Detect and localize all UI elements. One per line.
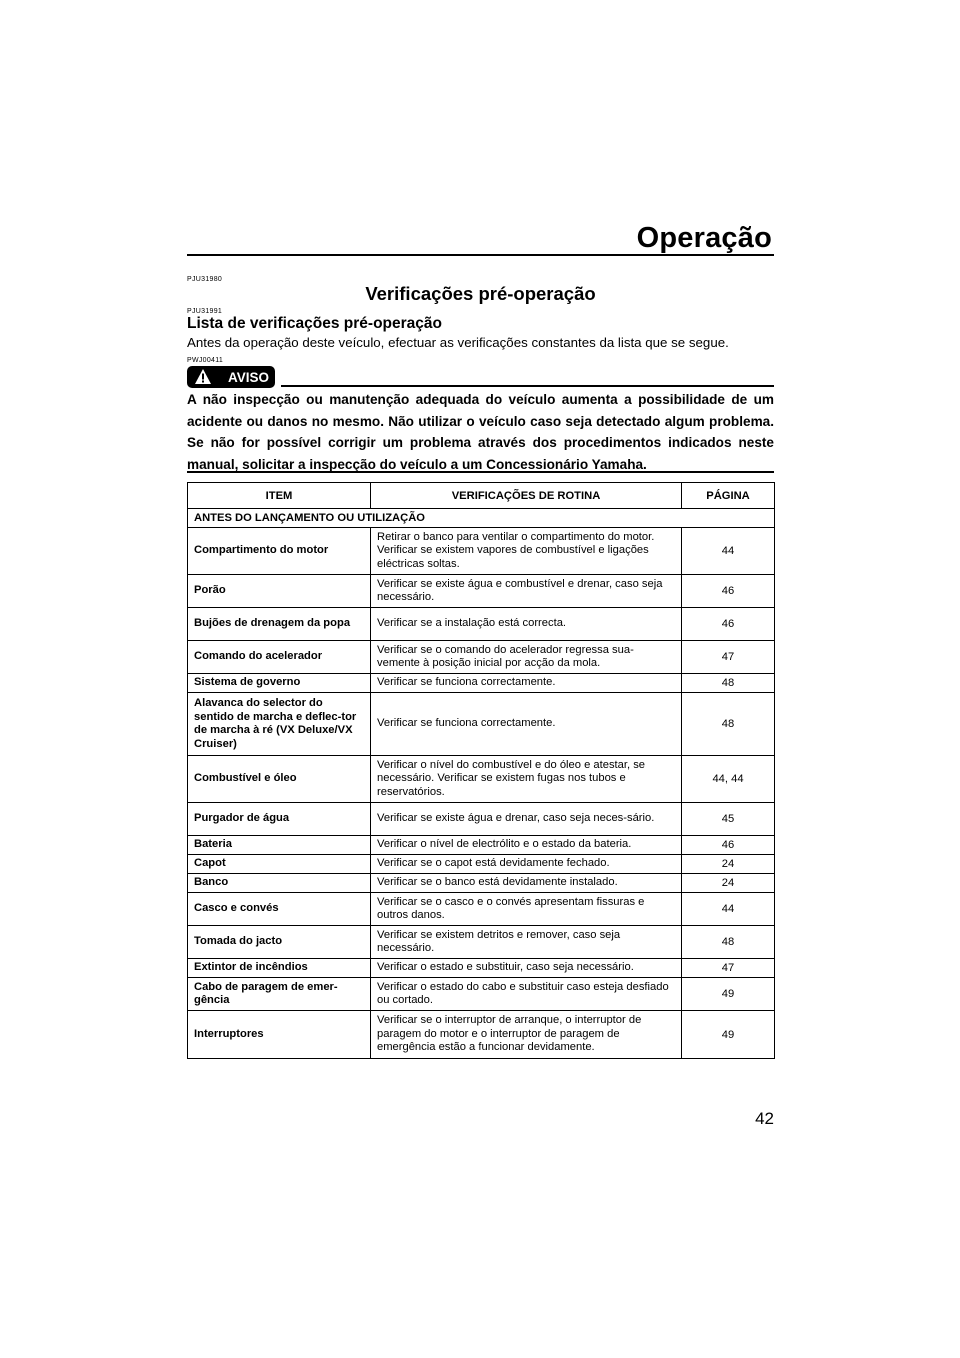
item-cell: Tomada do jacto bbox=[188, 926, 371, 959]
table-row bbox=[188, 803, 775, 836]
item-cell: Alavanca do selector do sentido de marcha e deflec-tor de marcha à ré (VX Deluxe/VX Cruiser) bbox=[188, 693, 371, 756]
pre-operation-checklist-table bbox=[187, 482, 775, 1059]
table-row bbox=[188, 528, 775, 575]
page-cell: 46 bbox=[682, 575, 775, 608]
table-row bbox=[188, 693, 775, 756]
section-title: Verificações pré-operação bbox=[365, 283, 596, 304]
check-cell: Verificar se a instalação está correcta. bbox=[371, 608, 682, 641]
check-cell: Retirar o banco para ventilar o compartimento do motor. Verificar se existem vapores de combustível e ligações eléctricas soltas. bbox=[371, 528, 682, 575]
check-cell: Verificar se o interruptor de arranque, o interruptor de paragem do motor e o interruptor de paragem de emergência estão a funcionar devidamente. bbox=[371, 1011, 682, 1059]
intro-paragraph: Antes da operação deste veículo, efectuar as verificações constantes da lista que se segue. bbox=[187, 335, 729, 350]
table-row bbox=[188, 575, 775, 608]
page-cell: 44, 44 bbox=[682, 756, 775, 803]
table-row bbox=[188, 608, 775, 641]
page-cell: 44 bbox=[682, 528, 775, 575]
header-check: VERIFICAÇÕES DE ROTINA bbox=[371, 483, 682, 509]
table-row bbox=[188, 641, 775, 674]
page-cell: 24 bbox=[682, 874, 775, 893]
check-cell: Verificar o estado e substituir, caso seja necessário. bbox=[371, 959, 682, 978]
table-row bbox=[188, 674, 775, 693]
group-label: ANTES DO LANÇAMENTO OU UTILIZAÇÃO bbox=[188, 509, 775, 528]
subsection-code: PJU31991 bbox=[187, 308, 223, 315]
page-cell: 49 bbox=[682, 978, 775, 1011]
item-cell: Capot bbox=[188, 855, 371, 874]
table-row bbox=[188, 1011, 775, 1059]
warning-code: PWJ00411 bbox=[187, 357, 224, 364]
table-row bbox=[188, 874, 775, 893]
subsection-title: Lista de verificações pré-operação bbox=[187, 315, 443, 332]
warning-badge bbox=[187, 366, 275, 388]
table-header-row bbox=[188, 483, 775, 509]
check-cell: Verificar o nível do combustível e do óleo e atestar, se necessário. Verificar se existem fugas nos tubos e reservatórios. bbox=[371, 756, 682, 803]
page-cell: 47 bbox=[682, 959, 775, 978]
check-cell: Verificar se existe água e combustível e drenar, caso seja necessário. bbox=[371, 575, 682, 608]
header-page: PÁGINA bbox=[682, 483, 775, 509]
check-cell: Verificar se existem detritos e remover, caso seja necessário. bbox=[371, 926, 682, 959]
check-cell: Verificar o estado do cabo e substituir caso esteja desfiado ou cortado. bbox=[371, 978, 682, 1011]
check-cell: Verificar se o banco está devidamente instalado. bbox=[371, 874, 682, 893]
page-cell: 48 bbox=[682, 926, 775, 959]
item-cell: Purgador de água bbox=[188, 803, 371, 836]
item-cell: Compartimento do motor bbox=[188, 528, 371, 575]
table-row bbox=[188, 978, 775, 1011]
chapter-title: Operação bbox=[636, 222, 772, 254]
item-cell: Sistema de governo bbox=[188, 674, 371, 693]
table-row bbox=[188, 959, 775, 978]
warning-rule-bottom bbox=[187, 471, 774, 473]
page-cell: 45 bbox=[682, 803, 775, 836]
item-cell: Casco e convés bbox=[188, 893, 371, 926]
item-cell: Interruptores bbox=[188, 1011, 371, 1059]
warning-rule-top bbox=[281, 385, 774, 387]
check-cell: Verificar o nível de electrólito e o estado da bateria. bbox=[371, 836, 682, 855]
page-cell: 44 bbox=[682, 893, 775, 926]
item-cell: Porão bbox=[188, 575, 371, 608]
table-group-row bbox=[188, 509, 775, 528]
page-cell: 48 bbox=[682, 674, 775, 693]
item-cell: Extintor de incêndios bbox=[188, 959, 371, 978]
item-cell: Banco bbox=[188, 874, 371, 893]
table-row bbox=[188, 756, 775, 803]
check-cell: Verificar se existe água e drenar, caso seja neces-sário. bbox=[371, 803, 682, 836]
item-cell: Combustível e óleo bbox=[188, 756, 371, 803]
check-cell: Verificar se funciona correctamente. bbox=[371, 693, 682, 756]
page-number: 42 bbox=[755, 1109, 774, 1128]
check-cell: Verificar se o comando do acelerador regressa sua-vemente à posição inicial por acção da mola. bbox=[371, 641, 682, 674]
item-cell: Cabo de paragem de emer-gência bbox=[188, 978, 371, 1011]
table-row bbox=[188, 836, 775, 855]
page-cell: 46 bbox=[682, 836, 775, 855]
item-cell: Comando do acelerador bbox=[188, 641, 371, 674]
table-row bbox=[188, 855, 775, 874]
item-cell: Bateria bbox=[188, 836, 371, 855]
section-code: PJU31980 bbox=[187, 276, 223, 283]
header-item: ITEM bbox=[188, 483, 371, 509]
page-cell: 24 bbox=[682, 855, 775, 874]
page-cell: 47 bbox=[682, 641, 775, 674]
warning-label: AVISO bbox=[227, 369, 269, 385]
page-cell: 49 bbox=[682, 1011, 775, 1059]
warning-text: A não inspecção ou manutenção adequada do veículo aumenta a possibilidade de um acidente ou danos no mesmo. Não utilizar o veículo caso seja detectado algum problema. Se não for possível corrigir um problema através dos procedimentos indicados neste manual, solicitar a inspecção do veículo a um Concessionário Yamaha. bbox=[187, 392, 774, 472]
page-cell: 46 bbox=[682, 608, 775, 641]
warning-triangle-icon bbox=[194, 368, 212, 385]
page-cell: 48 bbox=[682, 693, 775, 756]
chapter-rule bbox=[187, 254, 774, 256]
check-cell: Verificar se funciona correctamente. bbox=[371, 674, 682, 693]
table-row bbox=[188, 893, 775, 926]
table-row bbox=[188, 926, 775, 959]
item-cell: Bujões de drenagem da popa bbox=[188, 608, 371, 641]
check-cell: Verificar se o capot está devidamente fechado. bbox=[371, 855, 682, 874]
check-cell: Verificar se o casco e o convés apresentam fissuras e outros danos. bbox=[371, 893, 682, 926]
